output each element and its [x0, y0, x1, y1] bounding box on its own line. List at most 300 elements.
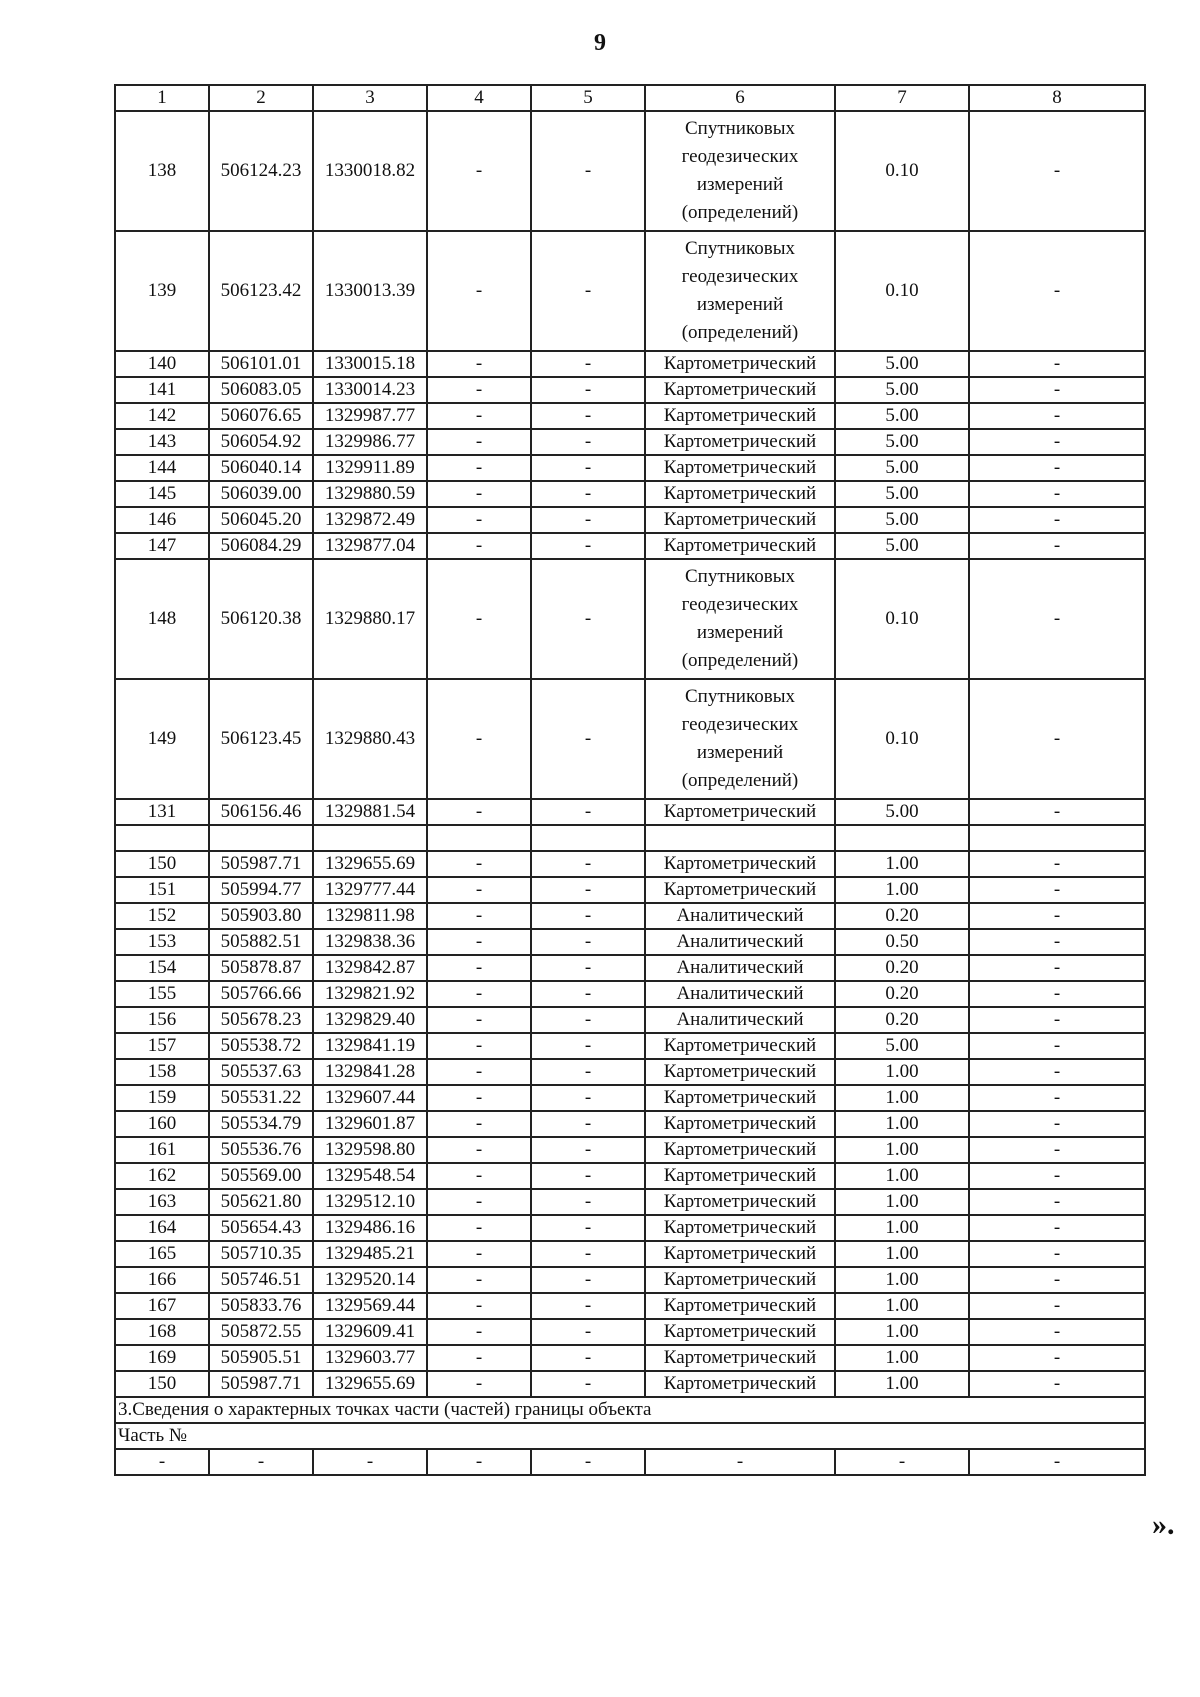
cell-c7: 1.00	[835, 1137, 969, 1163]
cell-c1: 140	[115, 351, 209, 377]
cell-c1: 163	[115, 1189, 209, 1215]
cell-c3: 1329838.36	[313, 929, 427, 955]
cell-c8: -	[969, 1033, 1145, 1059]
empty-cell	[531, 825, 645, 851]
cell-c1: 165	[115, 1241, 209, 1267]
cell-c8: -	[969, 377, 1145, 403]
cell-c6: Спутниковых геодезических измерений (определений)	[645, 111, 835, 231]
cell-c5: -	[531, 111, 645, 231]
table-body-main-contour	[115, 111, 1145, 825]
table-row	[115, 231, 1145, 351]
cell-c5: -	[531, 1371, 645, 1397]
cell-c8: -	[969, 403, 1145, 429]
cell-c8: -	[969, 1241, 1145, 1267]
cell-c1: 157	[115, 1033, 209, 1059]
cell-c1: 142	[115, 403, 209, 429]
cell-c1: 139	[115, 231, 209, 351]
cell-c1: 152	[115, 903, 209, 929]
cell-c6: Картометрический	[645, 429, 835, 455]
cell-c8: -	[969, 231, 1145, 351]
cell-c1: 150	[115, 1371, 209, 1397]
cell-c1: 158	[115, 1059, 209, 1085]
table-row	[115, 429, 1145, 455]
table-row	[115, 455, 1145, 481]
table-row	[115, 1371, 1145, 1397]
section-3	[115, 1397, 1145, 1475]
header-cell: 7	[835, 85, 969, 111]
cell-c6: Картометрический	[645, 1111, 835, 1137]
cell-c8: -	[969, 877, 1145, 903]
cell-c7: 5.00	[835, 351, 969, 377]
cell-c4: -	[427, 1371, 531, 1397]
cell-c3: 1329872.49	[313, 507, 427, 533]
header-cell: 3	[313, 85, 427, 111]
table-cell: -	[531, 1449, 645, 1475]
cell-c5: -	[531, 1033, 645, 1059]
cell-c7: 0.20	[835, 981, 969, 1007]
cell-c1: 168	[115, 1319, 209, 1345]
cell-c1: 164	[115, 1215, 209, 1241]
cell-c3: 1329880.17	[313, 559, 427, 679]
cell-c5: -	[531, 1189, 645, 1215]
table-body-inner-contour	[115, 851, 1145, 1397]
cell-c2: 505536.76	[209, 1137, 313, 1163]
cell-c7: 1.00	[835, 1241, 969, 1267]
cell-c7: 0.20	[835, 955, 969, 981]
table-row	[115, 1033, 1145, 1059]
cell-c5: -	[531, 1215, 645, 1241]
cell-c8: -	[969, 1085, 1145, 1111]
cell-c4: -	[427, 679, 531, 799]
cell-c7: 1.00	[835, 1215, 969, 1241]
cell-c2: 506123.42	[209, 231, 313, 351]
cell-c7: 1.00	[835, 877, 969, 903]
cell-c4: -	[427, 799, 531, 825]
empty-cell	[115, 825, 209, 851]
cell-c4: -	[427, 1085, 531, 1111]
cell-c8: -	[969, 851, 1145, 877]
cell-c3: 1329485.21	[313, 1241, 427, 1267]
cell-c1: 146	[115, 507, 209, 533]
table-separator	[115, 825, 1145, 851]
cell-c6: Картометрический	[645, 1345, 835, 1371]
header-cell: 1	[115, 85, 209, 111]
cell-c5: -	[531, 377, 645, 403]
table-cell: -	[427, 1449, 531, 1475]
cell-c6: Картометрический	[645, 1293, 835, 1319]
cell-c5: -	[531, 403, 645, 429]
cell-c2: 505833.76	[209, 1293, 313, 1319]
table-row	[115, 679, 1145, 799]
section-title-row	[115, 1397, 1145, 1423]
table-row	[115, 799, 1145, 825]
cell-c2: 505654.43	[209, 1215, 313, 1241]
cell-c3: 1329655.69	[313, 1371, 427, 1397]
cell-c6: Картометрический	[645, 877, 835, 903]
cell-c4: -	[427, 1267, 531, 1293]
cell-c1: 144	[115, 455, 209, 481]
cell-c2: 505882.51	[209, 929, 313, 955]
cell-c8: -	[969, 1293, 1145, 1319]
cell-c6: Картометрический	[645, 377, 835, 403]
cell-c7: 0.20	[835, 903, 969, 929]
cell-c8: -	[969, 981, 1145, 1007]
cell-c1: 166	[115, 1267, 209, 1293]
cell-c2: 505538.72	[209, 1033, 313, 1059]
cell-c5: -	[531, 981, 645, 1007]
section-3-title: 3.Сведения о характерных точках части (частей) границы объекта	[115, 1397, 1145, 1423]
cell-c8: -	[969, 533, 1145, 559]
table-row	[115, 1241, 1145, 1267]
table-row	[115, 111, 1145, 231]
cell-c1: 131	[115, 799, 209, 825]
cell-c4: -	[427, 111, 531, 231]
cell-c4: -	[427, 1215, 531, 1241]
cell-c8: -	[969, 1111, 1145, 1137]
table-row	[115, 1345, 1145, 1371]
cell-c3: 1329821.92	[313, 981, 427, 1007]
cell-c2: 506040.14	[209, 455, 313, 481]
table-row	[115, 981, 1145, 1007]
empty-cell	[313, 825, 427, 851]
cell-c1: 143	[115, 429, 209, 455]
table-row	[115, 1085, 1145, 1111]
cell-c3: 1330015.18	[313, 351, 427, 377]
table-cell: -	[313, 1449, 427, 1475]
cell-c3: 1329598.80	[313, 1137, 427, 1163]
cell-c4: -	[427, 351, 531, 377]
cell-c5: -	[531, 1059, 645, 1085]
cell-c5: -	[531, 231, 645, 351]
cell-c4: -	[427, 455, 531, 481]
table-row	[115, 851, 1145, 877]
cell-c8: -	[969, 507, 1145, 533]
cell-c2: 506054.92	[209, 429, 313, 455]
cell-c5: -	[531, 877, 645, 903]
cell-c6: Аналитический	[645, 981, 835, 1007]
header-cell: 4	[427, 85, 531, 111]
cell-c7: 0.20	[835, 1007, 969, 1033]
cell-c8: -	[969, 481, 1145, 507]
cell-c4: -	[427, 377, 531, 403]
cell-c7: 1.00	[835, 1267, 969, 1293]
cell-c3: 1329841.28	[313, 1059, 427, 1085]
cell-c3: 1329603.77	[313, 1345, 427, 1371]
cell-c2: 505621.80	[209, 1189, 313, 1215]
cell-c2: 506084.29	[209, 533, 313, 559]
cell-c2: 506123.45	[209, 679, 313, 799]
cell-c2: 505678.23	[209, 1007, 313, 1033]
cell-c4: -	[427, 403, 531, 429]
cell-c3: 1329601.87	[313, 1111, 427, 1137]
cell-c2: 505746.51	[209, 1267, 313, 1293]
cell-c1: 153	[115, 929, 209, 955]
cell-c2: 505903.80	[209, 903, 313, 929]
cell-c3: 1329607.44	[313, 1085, 427, 1111]
table-row	[115, 403, 1145, 429]
table-row	[115, 903, 1145, 929]
cell-c2: 505531.22	[209, 1085, 313, 1111]
cell-c5: -	[531, 429, 645, 455]
cell-c7: 0.10	[835, 559, 969, 679]
cell-c6: Картометрический	[645, 1189, 835, 1215]
cell-c2: 505766.66	[209, 981, 313, 1007]
table-row	[115, 955, 1145, 981]
cell-c1: 150	[115, 851, 209, 877]
cell-c3: 1329880.43	[313, 679, 427, 799]
table-row	[115, 929, 1145, 955]
cell-c1: 138	[115, 111, 209, 231]
cell-c7: 1.00	[835, 1085, 969, 1111]
cell-c6: Картометрический	[645, 1371, 835, 1397]
cell-c3: 1329609.41	[313, 1319, 427, 1345]
cell-c6: Картометрический	[645, 351, 835, 377]
table-cell: -	[115, 1449, 209, 1475]
cell-c4: -	[427, 1111, 531, 1137]
page-number: 9	[594, 30, 606, 56]
cell-c1: 145	[115, 481, 209, 507]
cell-c5: -	[531, 1319, 645, 1345]
table-cell: -	[969, 1449, 1145, 1475]
cell-c6: Картометрический	[645, 799, 835, 825]
cell-c1: 141	[115, 377, 209, 403]
cell-c5: -	[531, 851, 645, 877]
table-row	[115, 533, 1145, 559]
part-number-label: Часть №	[115, 1423, 1145, 1449]
cell-c6: Картометрический	[645, 1163, 835, 1189]
table-row	[115, 507, 1145, 533]
cell-c2: 505872.55	[209, 1319, 313, 1345]
cell-c3: 1330013.39	[313, 231, 427, 351]
cell-c3: 1329655.69	[313, 851, 427, 877]
cell-c5: -	[531, 533, 645, 559]
cell-c5: -	[531, 1267, 645, 1293]
header-row	[115, 85, 1145, 111]
cell-c1: 159	[115, 1085, 209, 1111]
cell-c3: 1329569.44	[313, 1293, 427, 1319]
cell-c8: -	[969, 1319, 1145, 1345]
cell-c3: 1329777.44	[313, 877, 427, 903]
cell-c3: 1329877.04	[313, 533, 427, 559]
cell-c4: -	[427, 533, 531, 559]
cell-c1: 148	[115, 559, 209, 679]
table-row	[115, 1007, 1145, 1033]
cell-c8: -	[969, 1163, 1145, 1189]
closing-quote-mark: ».	[1152, 1508, 1175, 1541]
cell-c4: -	[427, 981, 531, 1007]
cell-c4: -	[427, 429, 531, 455]
cell-c8: -	[969, 799, 1145, 825]
cell-c6: Картометрический	[645, 455, 835, 481]
part-label-row	[115, 1423, 1145, 1449]
cell-c3: 1329987.77	[313, 403, 427, 429]
cell-c6: Картометрический	[645, 1085, 835, 1111]
header-cell: 6	[645, 85, 835, 111]
cell-c2: 505987.71	[209, 851, 313, 877]
cell-c6: Картометрический	[645, 533, 835, 559]
cell-c8: -	[969, 1059, 1145, 1085]
cell-c7: 5.00	[835, 533, 969, 559]
cell-c4: -	[427, 1293, 531, 1319]
cell-c8: -	[969, 903, 1145, 929]
cell-c5: -	[531, 481, 645, 507]
cell-c3: 1329986.77	[313, 429, 427, 455]
cell-c7: 1.00	[835, 1189, 969, 1215]
cell-c2: 506156.46	[209, 799, 313, 825]
cell-c4: -	[427, 1007, 531, 1033]
empty-cell	[645, 825, 835, 851]
cell-c8: -	[969, 1345, 1145, 1371]
cell-c7: 5.00	[835, 403, 969, 429]
cell-c2: 505534.79	[209, 1111, 313, 1137]
cell-c8: -	[969, 1137, 1145, 1163]
cell-c2: 506076.65	[209, 403, 313, 429]
cell-c6: Аналитический	[645, 1007, 835, 1033]
table-row	[115, 351, 1145, 377]
table-row	[115, 1059, 1145, 1085]
cell-c1: 167	[115, 1293, 209, 1319]
cell-c7: 0.50	[835, 929, 969, 955]
table-row	[115, 1319, 1145, 1345]
cell-c5: -	[531, 1345, 645, 1371]
table-row	[115, 377, 1145, 403]
cell-c7: 1.00	[835, 1371, 969, 1397]
table-cell: -	[645, 1449, 835, 1475]
boundary-points-table	[114, 84, 1146, 1476]
cell-c7: 1.00	[835, 1293, 969, 1319]
cell-c2: 506083.05	[209, 377, 313, 403]
cell-c3: 1329548.54	[313, 1163, 427, 1189]
cell-c6: Аналитический	[645, 929, 835, 955]
cell-c6: Картометрический	[645, 1059, 835, 1085]
cell-c7: 1.00	[835, 1163, 969, 1189]
cell-c1: 162	[115, 1163, 209, 1189]
cell-c4: -	[427, 559, 531, 679]
cell-c2: 505537.63	[209, 1059, 313, 1085]
cell-c6: Картометрический	[645, 507, 835, 533]
cell-c8: -	[969, 429, 1145, 455]
cell-c8: -	[969, 1007, 1145, 1033]
cell-c8: -	[969, 559, 1145, 679]
cell-c4: -	[427, 1345, 531, 1371]
cell-c6: Картометрический	[645, 1267, 835, 1293]
cell-c8: -	[969, 111, 1145, 231]
cell-c8: -	[969, 351, 1145, 377]
cell-c6: Картометрический	[645, 1241, 835, 1267]
cell-c3: 1329880.59	[313, 481, 427, 507]
cell-c4: -	[427, 955, 531, 981]
table-row	[115, 1267, 1145, 1293]
table-cell: -	[209, 1449, 313, 1475]
cell-c2: 505994.77	[209, 877, 313, 903]
cell-c4: -	[427, 481, 531, 507]
cell-c3: 1329842.87	[313, 955, 427, 981]
cell-c2: 505987.71	[209, 1371, 313, 1397]
cell-c1: 169	[115, 1345, 209, 1371]
cell-c1: 160	[115, 1111, 209, 1137]
cell-c7: 5.00	[835, 455, 969, 481]
cell-c5: -	[531, 1241, 645, 1267]
cell-c6: Спутниковых геодезических измерений (определений)	[645, 231, 835, 351]
cell-c7: 1.00	[835, 1059, 969, 1085]
cell-c5: -	[531, 1163, 645, 1189]
header-cell: 2	[209, 85, 313, 111]
cell-c8: -	[969, 1371, 1145, 1397]
empty-cell	[427, 825, 531, 851]
cell-c1: 151	[115, 877, 209, 903]
cell-c8: -	[969, 929, 1145, 955]
cell-c3: 1330018.82	[313, 111, 427, 231]
cell-c3: 1329911.89	[313, 455, 427, 481]
cell-c2: 505710.35	[209, 1241, 313, 1267]
cell-c2: 505569.00	[209, 1163, 313, 1189]
cell-c1: 149	[115, 679, 209, 799]
cell-c2: 506101.01	[209, 351, 313, 377]
cell-c6: Картометрический	[645, 1215, 835, 1241]
cell-c6: Аналитический	[645, 955, 835, 981]
cell-c5: -	[531, 1293, 645, 1319]
cell-c4: -	[427, 851, 531, 877]
cell-c4: -	[427, 1033, 531, 1059]
cell-c1: 147	[115, 533, 209, 559]
empty-row	[115, 825, 1145, 851]
cell-c4: -	[427, 1163, 531, 1189]
cell-c4: -	[427, 1319, 531, 1345]
cell-c7: 5.00	[835, 1033, 969, 1059]
cell-c1: 161	[115, 1137, 209, 1163]
cell-c4: -	[427, 1189, 531, 1215]
cell-c2: 506039.00	[209, 481, 313, 507]
cell-c5: -	[531, 679, 645, 799]
cell-c4: -	[427, 929, 531, 955]
cell-c5: -	[531, 929, 645, 955]
cell-c1: 155	[115, 981, 209, 1007]
cell-c7: 1.00	[835, 1111, 969, 1137]
cell-c2: 506045.20	[209, 507, 313, 533]
header-cell: 8	[969, 85, 1145, 111]
cell-c3: 1329841.19	[313, 1033, 427, 1059]
cell-c8: -	[969, 1215, 1145, 1241]
cell-c2: 505878.87	[209, 955, 313, 981]
table-row	[115, 559, 1145, 679]
cell-c5: -	[531, 903, 645, 929]
cell-c3: 1329811.98	[313, 903, 427, 929]
cell-c6: Картометрический	[645, 1319, 835, 1345]
cell-c4: -	[427, 1241, 531, 1267]
header-cell: 5	[531, 85, 645, 111]
empty-cell	[969, 825, 1145, 851]
cell-c7: 5.00	[835, 799, 969, 825]
cell-c8: -	[969, 455, 1145, 481]
empty-cell	[835, 825, 969, 851]
cell-c5: -	[531, 799, 645, 825]
table-row	[115, 877, 1145, 903]
cell-c4: -	[427, 507, 531, 533]
cell-c4: -	[427, 231, 531, 351]
empty-cell	[209, 825, 313, 851]
cell-c3: 1329520.14	[313, 1267, 427, 1293]
cell-c4: -	[427, 1059, 531, 1085]
cell-c6: Картометрический	[645, 403, 835, 429]
cell-c2: 505905.51	[209, 1345, 313, 1371]
cell-c7: 1.00	[835, 1345, 969, 1371]
cell-c7: 0.10	[835, 231, 969, 351]
cell-c2: 506120.38	[209, 559, 313, 679]
cell-c6: Картометрический	[645, 481, 835, 507]
cell-c7: 5.00	[835, 429, 969, 455]
cell-c4: -	[427, 903, 531, 929]
cell-c3: 1329486.16	[313, 1215, 427, 1241]
